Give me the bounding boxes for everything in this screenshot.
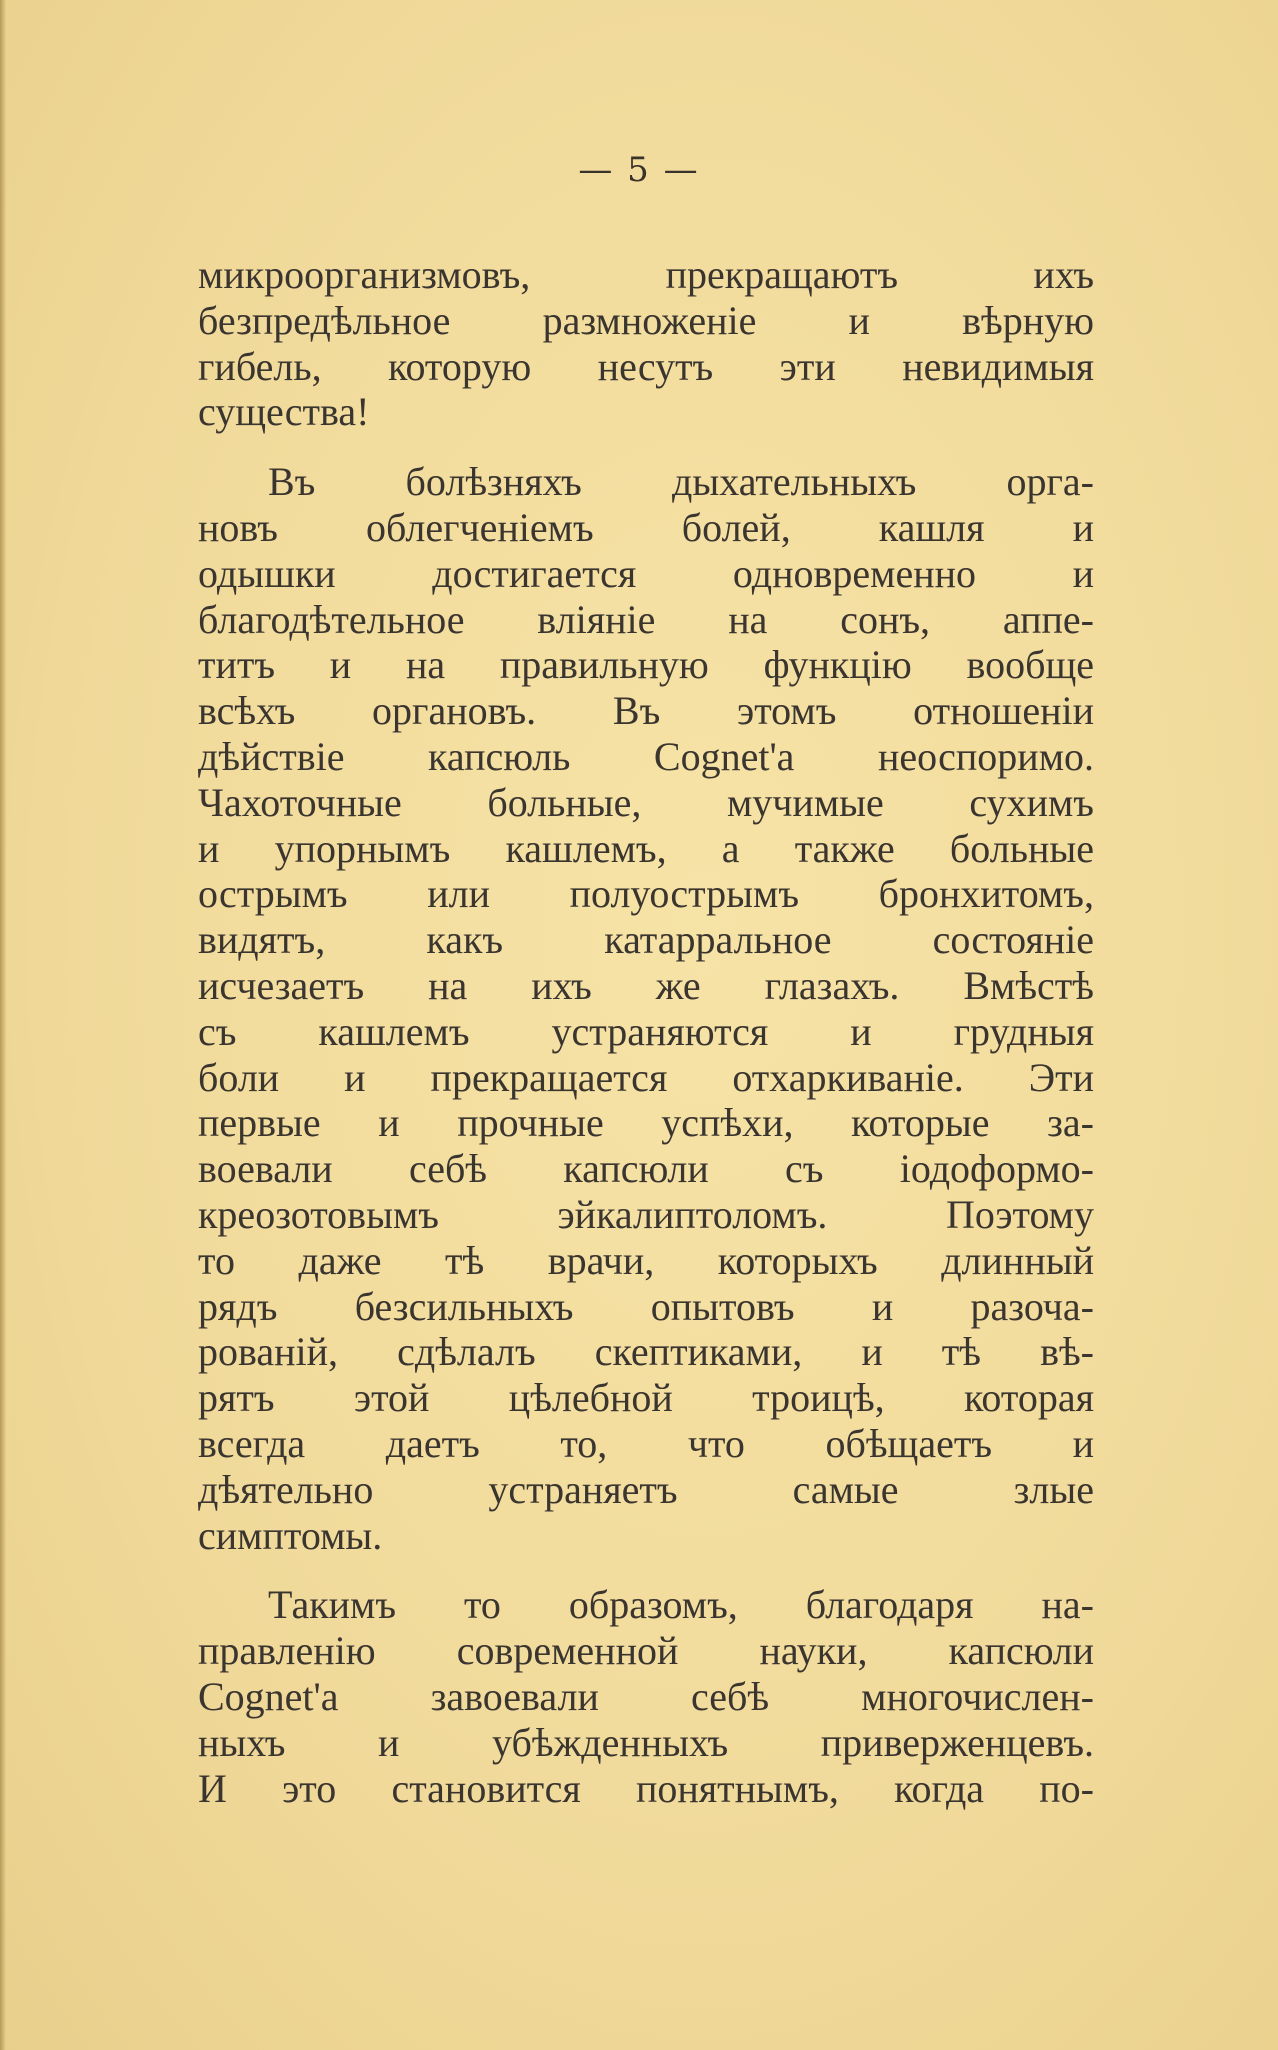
text-line: первые и прочные успѣхи, которые за-	[198, 1100, 1094, 1146]
text-line: Такимъ то образомъ, благодаря на-	[268, 1582, 1094, 1628]
text-line: боли и прекращается отхаркиваніе. Эти	[198, 1054, 1094, 1100]
text-line: микроорганизмовъ, прекращаютъ ихъ	[198, 252, 1094, 297]
text-line: гибель, которую несутъ эти невидимыя	[198, 343, 1094, 389]
text-line: Чахоточные больные, мучимые сухимъ	[198, 779, 1094, 825]
text-line: и упорнымъ кашлемъ, а также больные	[198, 825, 1094, 871]
text-line: Cognet'а завоевали себѣ многочислен-	[198, 1673, 1094, 1719]
text-line: всегда даетъ то, что обѣщаетъ и	[198, 1420, 1094, 1466]
page-binding-edge	[0, 0, 6, 2050]
text-line: одышки достигается одновременно и	[198, 550, 1094, 596]
text-line: креозотовымъ эйкалиптоломъ. Поэтому	[198, 1191, 1094, 1237]
text-line: дѣятельно устраняетъ самые злые	[198, 1466, 1094, 1512]
text-line: исчезаетъ на ихъ же глазахъ. Вмѣстѣ	[198, 962, 1094, 1008]
text-line: съ кашлемъ устраняются и грудныя	[198, 1008, 1094, 1054]
text-line: видятъ, какъ катарральное состояніе	[198, 917, 1094, 963]
paragraph-3	[198, 1582, 1094, 1811]
text-line: всѣхъ органовъ. Въ этомъ отношеніи	[198, 688, 1094, 734]
text-line: безпредѣльное размноженіе и вѣрную	[198, 297, 1094, 343]
text-line: то даже тѣ врачи, которыхъ длинный	[198, 1237, 1094, 1283]
text-line: правленію современной науки, капсюли	[198, 1628, 1094, 1674]
text-line: благодѣтельное вліяніе на сонъ, аппе-	[198, 596, 1094, 642]
paragraph-2	[198, 459, 1094, 1558]
text-line: рятъ этой цѣлебной троицѣ, которая	[198, 1375, 1094, 1421]
text-line: И это становится понятнымъ, когда по-	[198, 1765, 1094, 1811]
paragraph-1	[198, 252, 1094, 435]
text-line: дѣйствіе капсюль Cognet'а неоспоримо.	[198, 733, 1094, 779]
text-line: рованій, сдѣлалъ скептиками, и тѣ вѣ-	[198, 1329, 1094, 1375]
text-line: титъ и на правильную функцію вообще	[198, 642, 1094, 688]
text-line: Въ болѣзняхъ дыхательныхъ орга-	[268, 459, 1094, 505]
text-line: рядъ безсильныхъ опытовъ и разоча-	[198, 1283, 1094, 1329]
text-line: новъ облегченіемъ болей, кашля и	[198, 504, 1094, 550]
text-line: острымъ или полуострымъ бронхитомъ,	[198, 871, 1094, 917]
text-line: ныхъ и убѣжденныхъ приверженцевъ.	[198, 1719, 1094, 1765]
text-line: существа!	[198, 389, 370, 435]
text-line: симптомы.	[198, 1512, 383, 1558]
body-text	[198, 252, 1094, 1811]
page-number: — 5 —	[578, 150, 700, 190]
text-line: воевали себѣ капсюли съ іодоформо-	[198, 1146, 1094, 1192]
